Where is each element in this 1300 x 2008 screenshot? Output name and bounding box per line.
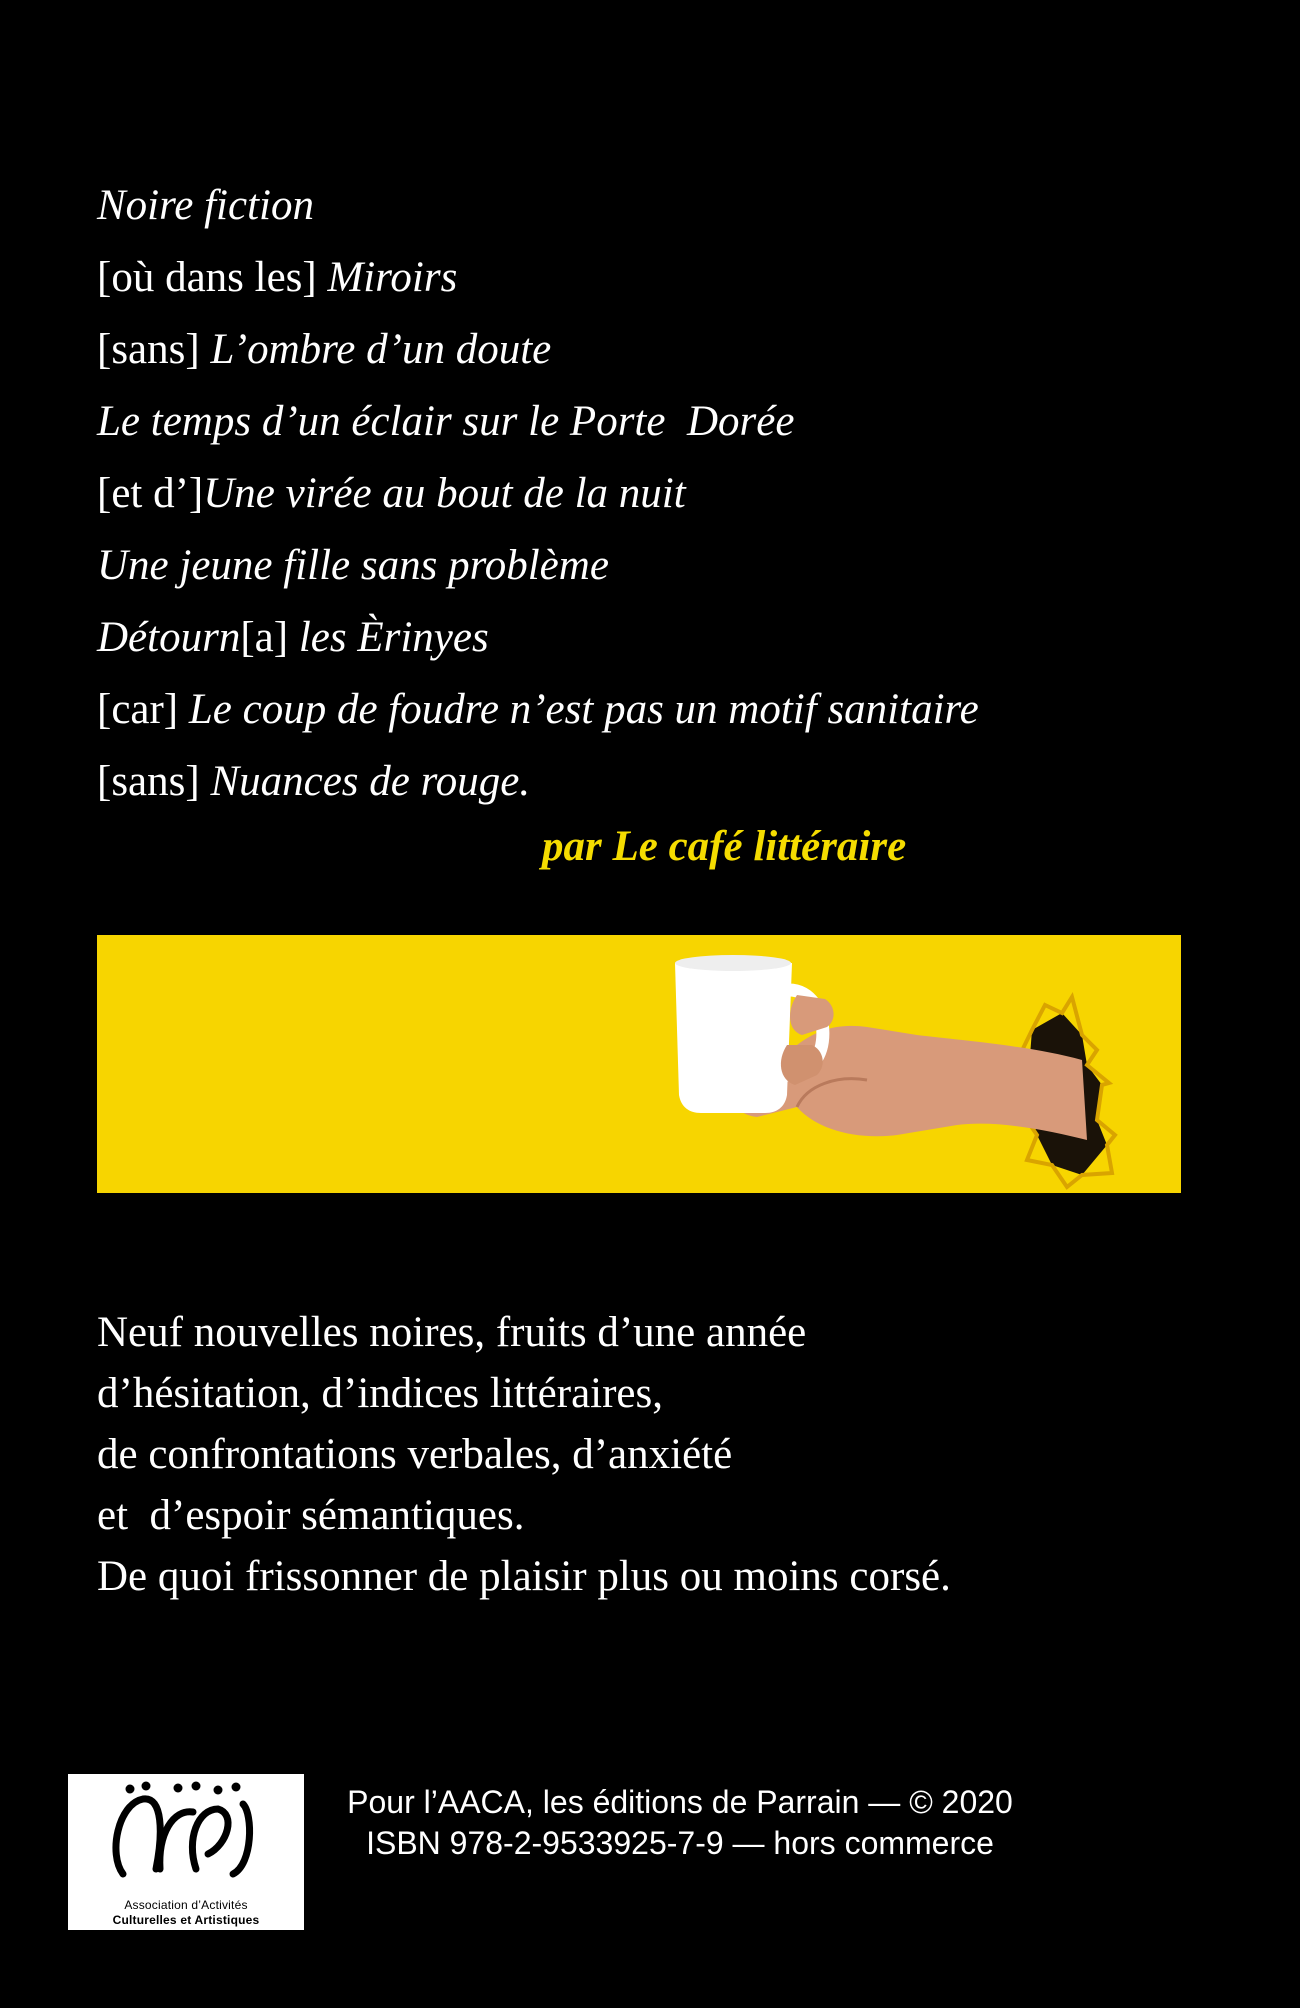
poem-segment: les Èrinyes (288, 614, 489, 661)
banner-image (97, 935, 1181, 1193)
aaca-logo (68, 1774, 304, 1930)
poem-segment: [sans] (97, 326, 211, 373)
poem-line (97, 458, 1217, 530)
poem-segment: Détourn (97, 614, 241, 661)
poem-segment: Nuances de rouge. (210, 758, 531, 805)
poem-segment: [sans] (97, 758, 211, 805)
blurb-line: d’hésitation, d’indices littéraires, (97, 1370, 663, 1417)
blurb-line: de confrontations verbales, d’anxiété (97, 1431, 733, 1478)
imprint (330, 1782, 1030, 1864)
poem-segment: [où dans les] (97, 254, 328, 301)
blurb-line: et d’espoir sémantiques. (97, 1492, 525, 1539)
imprint-isbn: ISBN 978-2-9533925-7-9 — hors commerce (366, 1825, 994, 1861)
poem-segment: [car] (97, 686, 189, 733)
poem-segment: Une jeune fille sans problème (97, 542, 609, 589)
poem-segment: [a] (240, 614, 289, 661)
poem-segment: L’ombre d’un doute (210, 326, 552, 373)
poem-segment: Miroirs (327, 254, 458, 301)
hand-mug-illustration (97, 935, 1181, 1193)
mug (675, 963, 792, 1113)
aaca-logo-mark (68, 1774, 304, 1896)
poem-line (97, 386, 1217, 458)
poem-line (97, 674, 1217, 746)
byline: par Le café littéraire (542, 823, 907, 870)
poem (97, 170, 1217, 818)
logo-caption-line2: Culturelles et Artistiques (112, 1913, 260, 1927)
blurb-line: De quoi frissonner de plaisir plus ou moins corsé. (97, 1553, 951, 1600)
poem-segment: [et d’] (97, 470, 204, 517)
blurb (97, 1302, 1247, 1607)
poem-line (97, 170, 1217, 242)
blurb-line: Neuf nouvelles noires, fruits d’une année (97, 1309, 807, 1356)
logo-caption-line1: Association d’Activités (124, 1898, 248, 1912)
poem-segment: Le coup de foudre n’est pas un motif sanitaire (188, 686, 979, 733)
poem-segment: Noire fiction (97, 182, 314, 229)
poem-line (97, 242, 1217, 314)
poem-line (97, 746, 1217, 818)
poem-segment: Une virée au bout de la nuit (203, 470, 686, 517)
imprint-publisher: Pour l’AACA, les éditions de Parrain — © 2020 (347, 1784, 1013, 1820)
poem-line (97, 530, 1217, 602)
poem-line (97, 314, 1217, 386)
poem-segment: Le temps d’un éclair sur le Porte Dorée (97, 398, 795, 445)
poem-line (97, 602, 1217, 674)
